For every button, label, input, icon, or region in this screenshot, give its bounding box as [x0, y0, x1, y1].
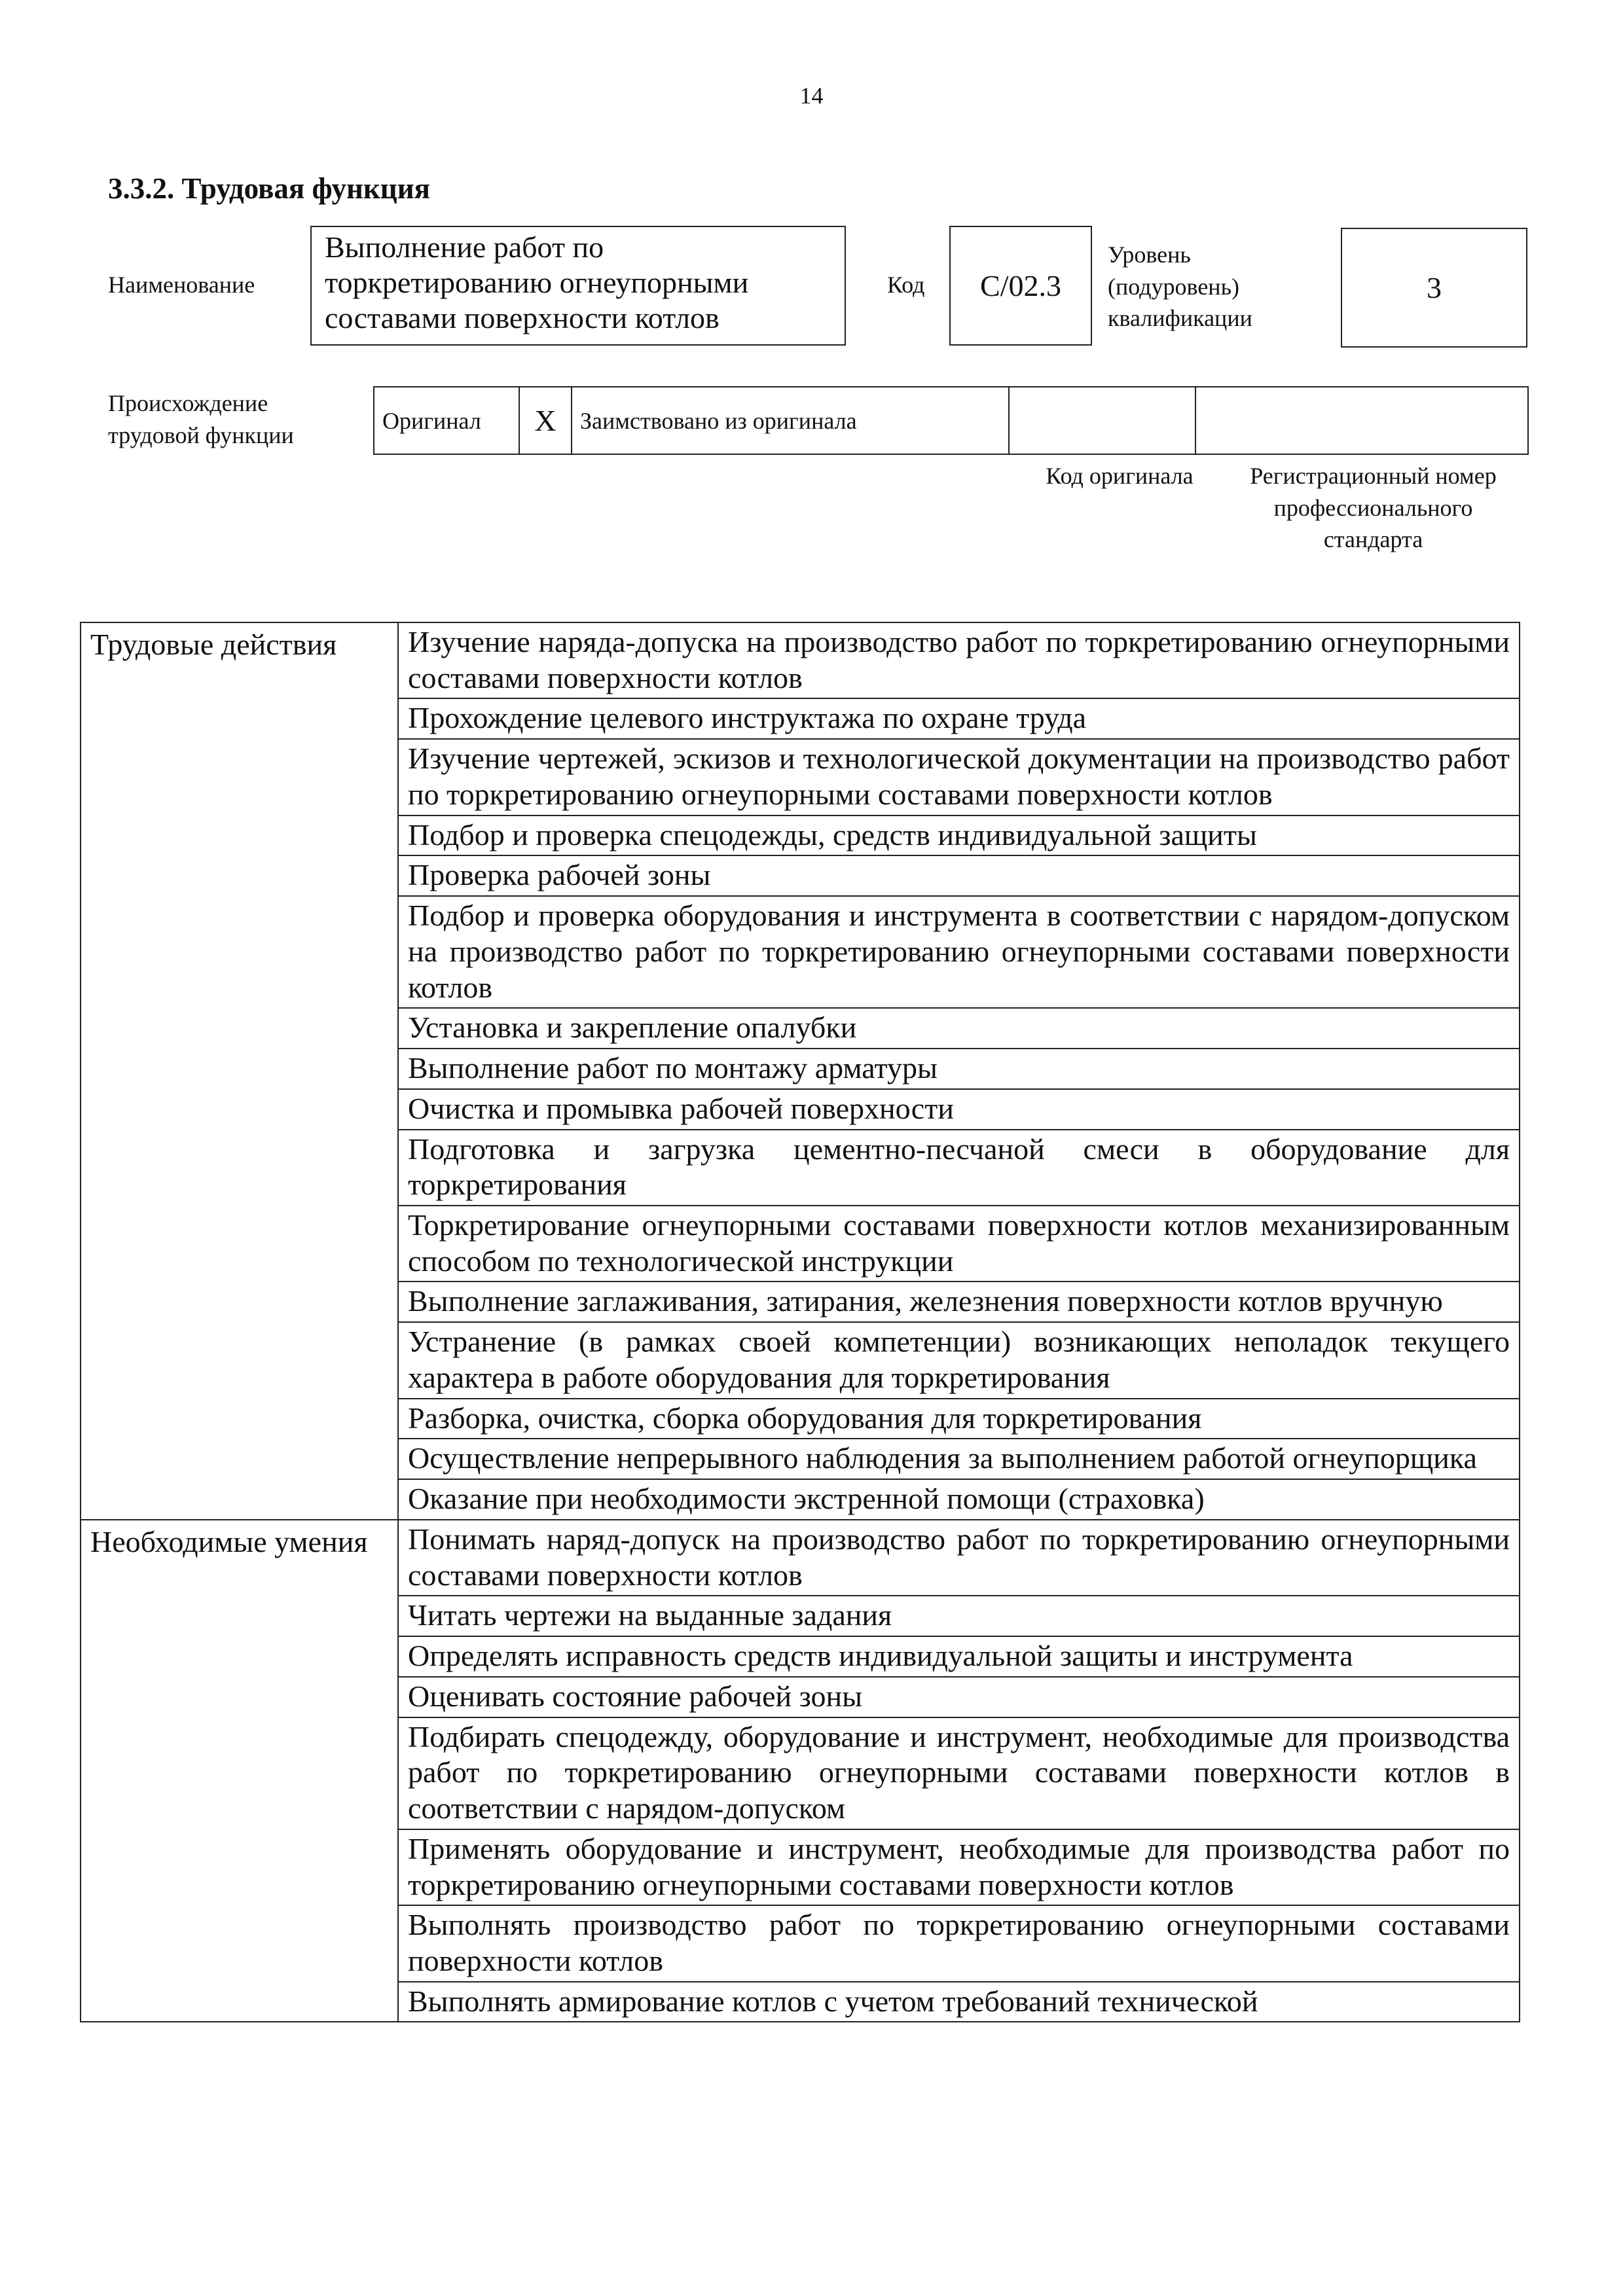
group-item: Понимать наряд-допуск на производство работ по торкретированию огнеупорными составами поверхности котлов — [398, 1520, 1520, 1596]
group-item: Применять оборудование и инструмент, необходимые для производства работ по торкретированию огнеупорными составами поверхности котлов — [398, 1829, 1520, 1905]
registration-number-cell — [1195, 387, 1528, 454]
name-label: Наименование — [108, 272, 255, 298]
function-name-box: Выполнение работ по торкретированию огнеупорными составами поверхности котлов — [310, 226, 846, 346]
group-item: Выполнять производство работ по торкретированию огнеупорными составами поверхности котлов — [398, 1905, 1520, 1981]
group-item: Изучение наряда-допуска на производство работ по торкретированию огнеупорными составами поверхности котлов — [398, 622, 1520, 698]
labor-function-table — [80, 622, 1520, 2022]
section-title: 3.3.2. Трудовая функция — [108, 172, 431, 205]
group-title: Необходимые умения — [81, 1520, 398, 2022]
group-item: Подбор и проверка спецодежды, средств индивидуальной защиты — [398, 816, 1520, 856]
group-item: Проверка рабочей зоны — [398, 855, 1520, 896]
group-item: Выполнять армирование котлов с учетом требований технической — [398, 1982, 1520, 2022]
origin-table — [373, 386, 1529, 455]
group-item: Осуществление непрерывного наблюдения за выполнением работой огнеупорщика — [398, 1439, 1520, 1479]
origin-label: Происхождение трудовой функции — [108, 390, 294, 448]
group-item: Выполнение работ по монтажу арматуры — [398, 1049, 1520, 1089]
table-row — [81, 622, 1520, 698]
group-item: Очистка и промывка рабочей поверхности — [398, 1089, 1520, 1130]
group-item: Изучение чертежей, эскизов и технологической документации на производство работ по торкретированию огнеупорными составами поверхности котлов — [398, 739, 1520, 815]
original-label: Оригинал — [374, 387, 519, 454]
group-item: Выполнение заглаживания, затирания, железнения поверхности котлов вручную — [398, 1282, 1520, 1322]
group-item: Читать чертежи на выданные задания — [398, 1596, 1520, 1636]
group-item: Устранение (в рамках своей компетенции) возникающих неполадок текущего характера в работе оборудования для торкретирования — [398, 1322, 1520, 1398]
registration-number-caption: Регистрационный номер профессионального стандарта — [1250, 463, 1497, 553]
group-item: Подбор и проверка оборудования и инструмента в соответствии с нарядом-допуском на производство работ по торкретированию огнеупорными составами поверхности котлов — [398, 896, 1520, 1008]
group-item: Оказание при необходимости экстренной помощи (страховка) — [398, 1479, 1520, 1520]
function-code-box: С/02.3 — [949, 226, 1092, 346]
borrowed-label: Заимствовано из оригинала — [572, 387, 1009, 454]
original-code-caption: Код оригинала — [1046, 463, 1194, 489]
original-code-cell — [1009, 387, 1195, 454]
group-item: Оценивать состояние рабочей зоны — [398, 1677, 1520, 1717]
page-number: 14 — [799, 82, 824, 109]
group-item: Прохождение целевого инструктажа по охране труда — [398, 698, 1520, 739]
group-item: Подготовка и загрузка цементно-песчаной смеси в оборудование для торкретирования — [398, 1130, 1520, 1206]
group-item: Разборка, очистка, сборка оборудования для торкретирования — [398, 1399, 1520, 1439]
code-label: Код — [887, 272, 925, 298]
group-item: Определять исправность средств индивидуальной защиты и инструмента — [398, 1636, 1520, 1677]
table-row — [81, 1520, 1520, 1596]
qualification-level-box: 3 — [1341, 228, 1527, 348]
group-title: Трудовые действия — [81, 622, 398, 1520]
level-label: Уровень (подуровень) квалификации — [1108, 242, 1252, 332]
group-item: Установка и закрепление опалубки — [398, 1008, 1520, 1049]
group-item: Торкретирование огнеупорными составами поверхности котлов механизированным способом по технологической инструкции — [398, 1206, 1520, 1282]
original-mark: X — [519, 387, 572, 454]
group-item: Подбирать спецодежду, оборудование и инструмент, необходимые для производства работ по торкретированию огнеупорными составами поверхности котлов в соответствии с нарядом-допуском — [398, 1717, 1520, 1829]
